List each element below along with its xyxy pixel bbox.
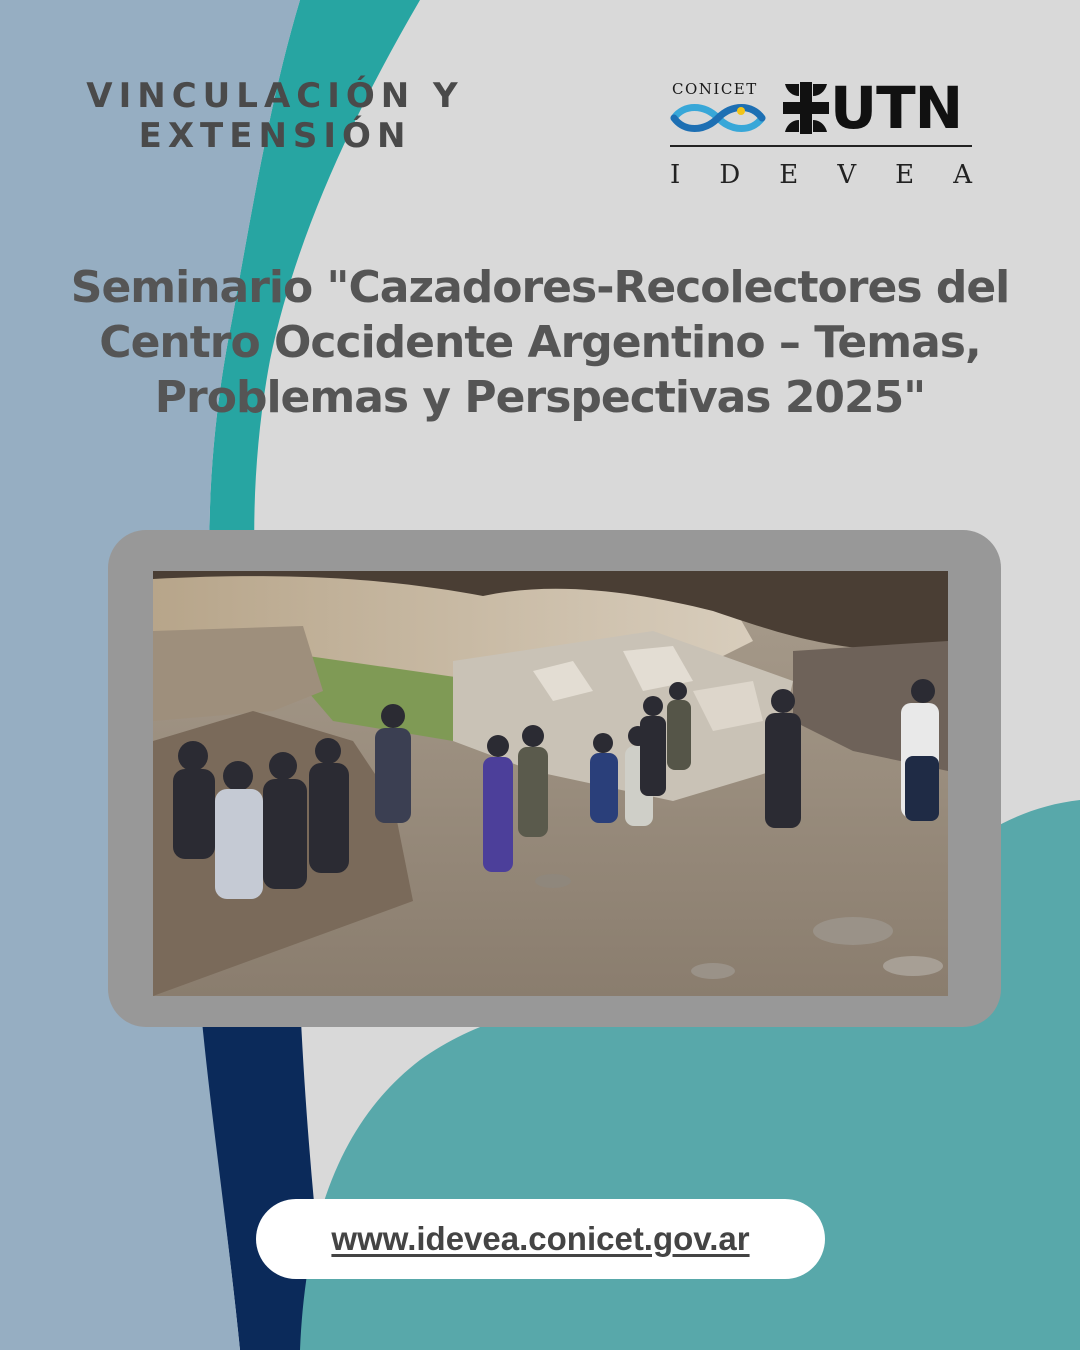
section-label [60,76,490,156]
cave-group-photo [153,571,948,996]
website-link-pill[interactable] [256,1199,825,1279]
idevea-wordmark [670,160,972,190]
seminar-title: Seminario "Cazadores-Recolectores del Centro Occidente Argentino – Temas, Problemas y Perspectivas 2025" [70,262,1010,423]
photo-illustration [153,571,948,996]
utn-wordmark: UTN [830,74,963,142]
conicet-utn-idevea-logo [670,74,975,190]
logo-divider [670,145,972,147]
idevea-letter: E [895,160,915,190]
utn-logo-icon [783,82,829,134]
website-link[interactable]: www.idevea.conicet.gov.ar [331,1220,750,1257]
idevea-letter: V [837,160,857,190]
idevea-letter: E [779,160,799,190]
conicet-logo-icon [670,100,766,136]
section-label-line-1: VINCULACIÓN Y [86,76,464,116]
idevea-letter: D [719,160,741,190]
idevea-letter: A [953,160,972,190]
section-label-line-2: EXTENSIÓN [138,116,412,156]
idevea-letter: I [670,160,681,190]
conicet-wordmark: CONICET [672,80,758,98]
